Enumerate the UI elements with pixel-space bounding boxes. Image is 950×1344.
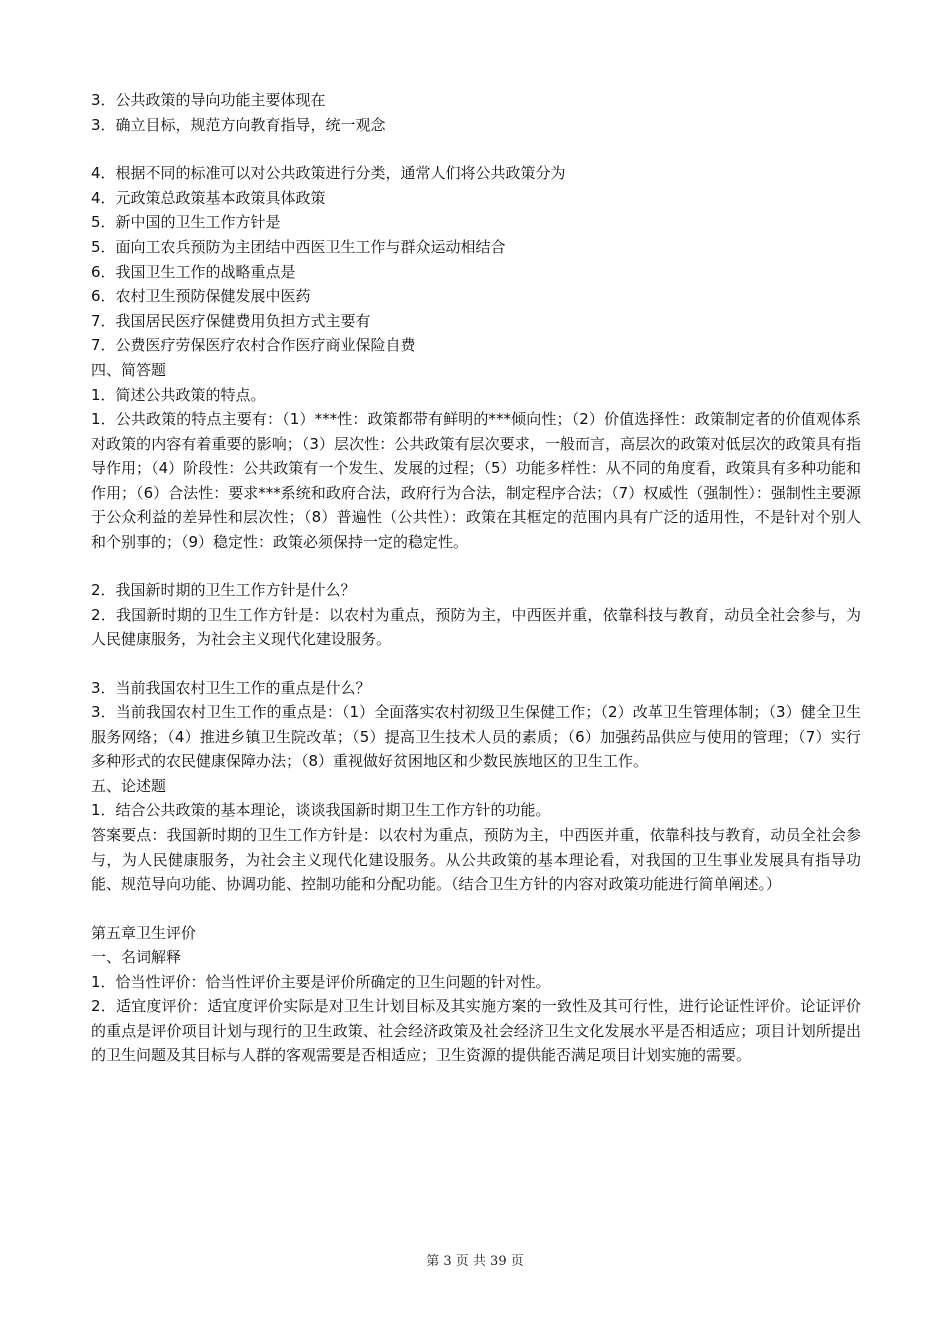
blank-line: [91, 137, 861, 161]
page-footer: 第 3 页 共 39 页: [426, 1254, 524, 1269]
question-line: 6．我国卫生工作的战略重点是: [91, 262, 296, 281]
definition-line: 1．恰当性评价：恰当性评价主要是评价所确定的卫生问题的针对性。: [91, 972, 551, 991]
question-line: 1．结合公共政策的基本理论，谈谈我国新时期卫生工作方针的功能。: [91, 801, 551, 820]
answer-line: 3．确立目标，规范方向教育指导，统一观念: [91, 115, 386, 134]
chapter-title: 第五章卫生评价: [91, 923, 197, 942]
section-heading: 五、论述题: [91, 776, 167, 795]
section-heading: 一、名词解释: [91, 948, 182, 967]
answer-paragraph: 2．我国新时期的卫生工作方针是：以农村为重点，预防为主，中西医并重，依靠科技与教育，动员全社会参与，为人民健康服务，为社会主义现代化建设服务。: [91, 605, 861, 649]
definition-paragraph: 2．适宜度评价：适宜度评价实际是对卫生计划目标及其实施方案的一致性及其可行性，进行论证性评价。论证评价的重点是评价项目计划与现行的卫生政策、社会经济政策及社会经济卫生文化发展水平是否相适应；项目计划所提出的卫生问题及其目标与人群的客观需要是否相适应；卫生资源的提供能否满足项目计划实施的需要。: [91, 997, 861, 1065]
answer-paragraph: 1．公共政策的特点主要有：（1）***性：政策都带有鲜明的***倾向性；（2）价值选择性：政策制定者的价值观体系对政策的内容有着重要的影响；（3）层次性：公共政策有层次要求，一般而言，高层次的政策对低层次的政策具有指导作用；（4）阶段性：公共政策有一个发生、发展的过程；（5）功能多样性：从不同的角度看，政策具有多种功能和作用；（6）合法性：要求***系统和政府合法，政府行为合法，制定程序合法；（7）权威性（强制性）：强制性主要源于公众利益的差异性和层次性；（8）普遍性（公共性）：政策在其框定的范围内具有广泛的适用性，不是针对个别人和个别事的；（9）稳定性：政策必须保持一定的稳定性。: [91, 410, 861, 551]
question-line: 4．根据不同的标准可以对公共政策进行分类，通常人们将公共政策分为: [91, 164, 566, 183]
answer-line: 6．农村卫生预防保健发展中医药: [91, 287, 311, 306]
blank-line: [91, 554, 861, 578]
document-body: [91, 88, 861, 1068]
blank-line: [91, 652, 861, 676]
section-heading: 四、简答题: [91, 360, 167, 379]
answer-line: 4．元政策总政策基本政策具体政策: [91, 188, 326, 207]
question-line: 1．简述公共政策的特点。: [91, 385, 266, 404]
answer-paragraph: 3．当前我国农村卫生工作的重点是：（1）全面落实农村初级卫生保健工作；（2）改革卫生管理体制；（3）健全卫生服务网络；（4）推进乡镇卫生院改革；（5）提高卫生技术人员的素质；（6）加强药品供应与使用的管理；（7）实行多种形式的农民健康保障办法；（8）重视做好贫困地区和少数民族地区的卫生工作。: [91, 703, 861, 771]
question-line: 5．新中国的卫生工作方针是: [91, 213, 281, 232]
question-line: 2．我国新时期的卫生工作方针是什么？: [91, 581, 356, 600]
question-line: 7．我国居民医疗保健费用负担方式主要有: [91, 311, 371, 330]
blank-line: [91, 897, 861, 921]
answer-line: 5．面向工农兵预防为主团结中西医卫生工作与群众运动相结合: [91, 237, 506, 256]
answer-paragraph: 答案要点：我国新时期的卫生工作方针是：以农村为重点，预防为主，中西医并重，依靠科技与教育，动员全社会参与，为人民健康服务，为社会主义现代化建设服务。从公共政策的基本理论看，对我国的卫生事业发展具有指导功能、规范导向功能、协调功能、控制功能和分配功能。（结合卫生方针的内容对政策功能进行简单阐述。）: [91, 826, 861, 893]
question-line: 3．当前我国农村卫生工作的重点是什么？: [91, 678, 371, 697]
question-line: 3．公共政策的导向功能主要体现在: [91, 91, 326, 109]
answer-line: 7．公费医疗劳保医疗农村合作医疗商业保险自费: [91, 336, 416, 355]
